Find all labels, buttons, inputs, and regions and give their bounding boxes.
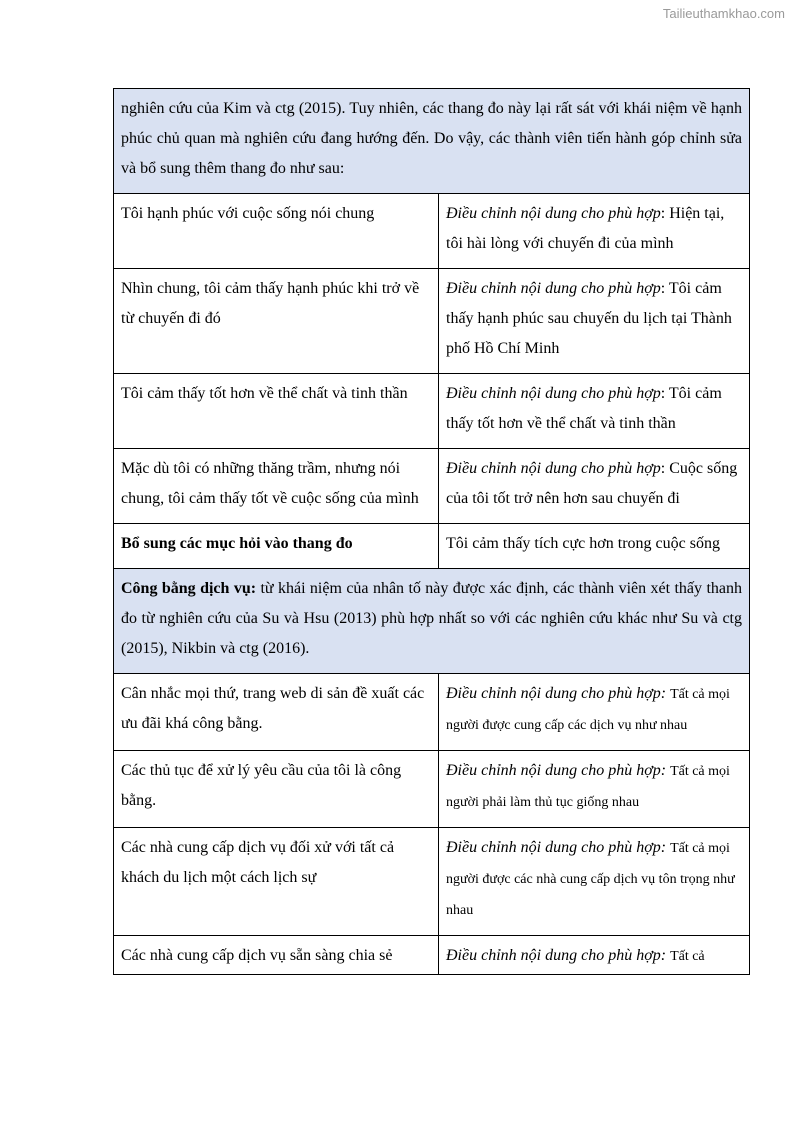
- adjusted-text: Hiện tại, tôi hài lòng với chuyến đi của mình: [446, 205, 725, 252]
- adjusted-text: Tôi cảm thấy tốt hơn về thể chất và tinh thần: [446, 385, 722, 432]
- equity-section-paragraph: [114, 569, 750, 674]
- table-row: [114, 828, 750, 936]
- original-item: Các nhà cung cấp dịch vụ đối xử với tất cả khách du lịch một cách lịch sự: [114, 828, 439, 936]
- table-row: [114, 269, 750, 374]
- table-row: [114, 751, 750, 828]
- adjusted-text: Tất cả mọi người phải làm thủ tục giống nhau: [446, 764, 730, 810]
- original-item: Mặc dù tôi có những thăng trầm, nhưng nói chung, tôi cảm thấy tốt về cuộc sống của mình: [114, 449, 439, 524]
- table-row: [114, 374, 750, 449]
- table-row: [114, 449, 750, 524]
- supplement-value: Tôi cảm thấy tích cực hơn trong cuộc sống: [439, 524, 750, 569]
- adjusted-text: Tất cả: [670, 949, 705, 964]
- scale-adjustment-table: [113, 88, 750, 975]
- adjusted-item: Điều chỉnh nội dung cho phù hợp: Tôi cảm thấy hạnh phúc sau chuyến du lịch tại Thành phố Hồ Chí Minh: [439, 269, 750, 374]
- adjusted-text: Tất cả mọi người được các nhà cung cấp dịch vụ tôn trọng như nhau: [446, 841, 735, 918]
- supplement-label: Bổ sung các mục hỏi vào thang đo: [114, 524, 439, 569]
- original-item: Tôi hạnh phúc với cuộc sống nói chung: [114, 194, 439, 269]
- adjust-label: Điều chỉnh nội dung cho phù hợp: [446, 762, 661, 779]
- section-heading: Công bằng dịch vụ:: [121, 580, 257, 597]
- adjusted-item: Điều chỉnh nội dung cho phù hợp: Cuộc sống của tôi tốt trở nên hơn sau chuyến đi: [439, 449, 750, 524]
- original-item: Cân nhắc mọi thứ, trang web di sản đề xuất các ưu đãi khá công bằng.: [114, 674, 439, 751]
- original-item: Các nhà cung cấp dịch vụ sẵn sàng chia sẻ: [114, 936, 439, 975]
- original-item: Tôi cảm thấy tốt hơn về thể chất và tinh thần: [114, 374, 439, 449]
- intro-paragraph: nghiên cứu của Kim và ctg (2015). Tuy nhiên, các thang đo này lại rất sát với khái niệm về hạnh phúc chủ quan mà nghiên cứu đang hướng đến. Do vậy, các thành viên tiến hành góp chỉnh sửa và bổ sung thêm thang đo như sau:: [114, 89, 750, 194]
- adjusted-item: Điều chỉnh nội dung cho phù hợp: Tôi cảm thấy tốt hơn về thể chất và tinh thần: [439, 374, 750, 449]
- table-row: [114, 194, 750, 269]
- adjust-label: Điều chỉnh nội dung cho phù hợp: [446, 685, 661, 702]
- adjusted-item: Điều chỉnh nội dung cho phù hợp: Tất cả mọi người phải làm thủ tục giống nhau: [439, 751, 750, 828]
- original-item: Các thủ tục để xử lý yêu cầu của tôi là công bằng.: [114, 751, 439, 828]
- section-text: từ khái niệm của nhân tố này được xác định, các thành viên xét thấy thanh đo từ nghiên cứu của Su và Hsu (2013) phù hợp nhất so với các nghiên cứu khác như Su và ctg (2015), Nikbin và ctg (2016).: [121, 580, 742, 657]
- adjust-label: Điều chỉnh nội dung cho phù hợp: [446, 280, 661, 297]
- adjusted-item: Điều chỉnh nội dung cho phù hợp: Tất cả: [439, 936, 750, 975]
- adjusted-text: Tất cả mọi người được cung cấp các dịch vụ như nhau: [446, 687, 730, 733]
- section-row: [114, 569, 750, 674]
- adjust-label: Điều chỉnh nội dung cho phù hợp: [446, 947, 661, 964]
- intro-row: [114, 89, 750, 194]
- adjust-label: Điều chỉnh nội dung cho phù hợp: [446, 839, 661, 856]
- adjust-label: Điều chỉnh nội dung cho phù hợp: [446, 385, 661, 402]
- watermark: Tailieuthamkhao.com: [662, 6, 785, 21]
- table-row: [114, 936, 750, 975]
- table-row: [114, 674, 750, 751]
- adjusted-text: Tôi cảm thấy hạnh phúc sau chuyến du lịch tại Thành phố Hồ Chí Minh: [446, 280, 732, 357]
- supplement-row: [114, 524, 750, 569]
- adjusted-text: Cuộc sống của tôi tốt trở nên hơn sau chuyến đi: [446, 460, 738, 507]
- adjusted-item: Điều chỉnh nội dung cho phù hợp: Tất cả mọi người được các nhà cung cấp dịch vụ tôn trọng như nhau: [439, 828, 750, 936]
- original-item: Nhìn chung, tôi cảm thấy hạnh phúc khi trở về từ chuyến đi đó: [114, 269, 439, 374]
- adjust-label: Điều chỉnh nội dung cho phù hợp: [446, 460, 661, 477]
- adjusted-item: Điều chỉnh nội dung cho phù hợp: Hiện tại, tôi hài lòng với chuyến đi của mình: [439, 194, 750, 269]
- adjust-label: Điều chỉnh nội dung cho phù hợp: [446, 205, 661, 222]
- adjusted-item: Điều chỉnh nội dung cho phù hợp: Tất cả mọi người được cung cấp các dịch vụ như nhau: [439, 674, 750, 751]
